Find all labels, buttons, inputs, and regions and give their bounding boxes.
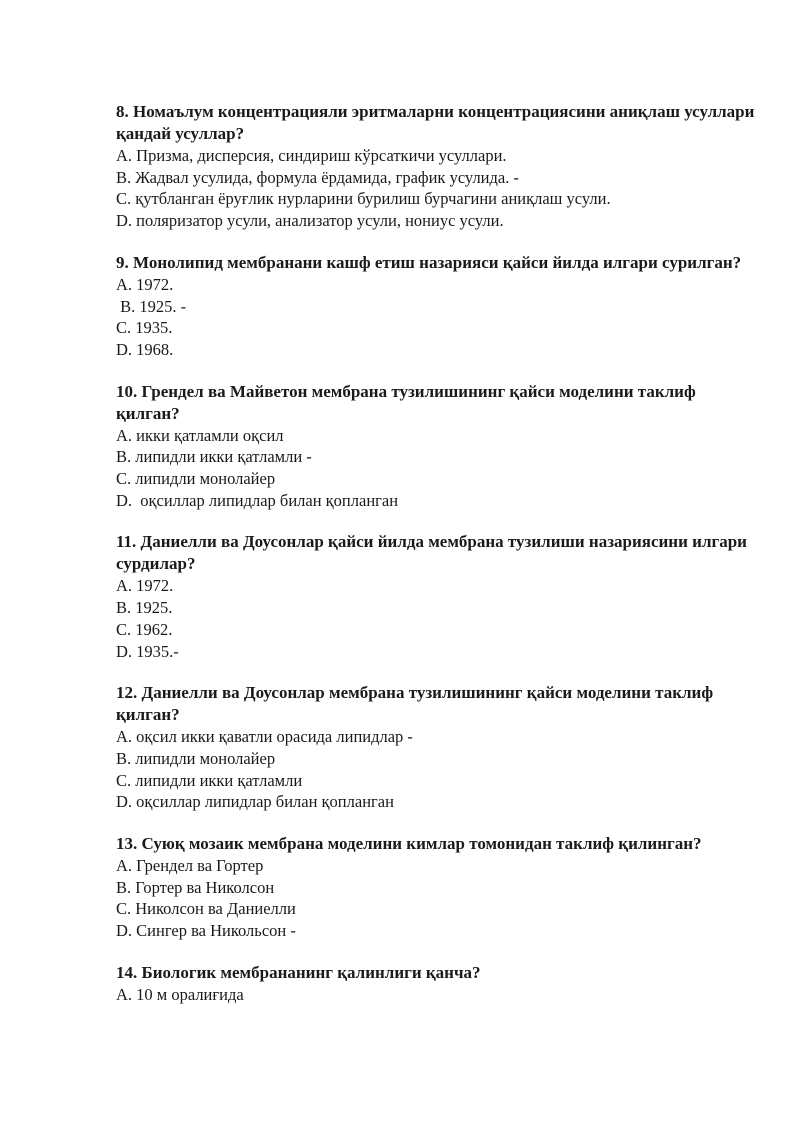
answer-option: D. оқсиллар липидлар билан қопланган [116,792,394,812]
question-8 [116,101,756,232]
answer-option: B. 1925. [116,598,173,618]
question-title: 14. Биологик мембрананинг қалинлиги қанча? [116,962,481,982]
answer-option: B. липидли икки қатламли - [116,447,312,467]
answer-option: C. липидли монолайер [116,469,276,489]
question-12 [116,682,756,813]
answer-option: C. 1962. [116,619,173,639]
question-title: 13. Суюқ мозаик мембрана моделини кимлар томонидан таклиф қилинган? [116,834,702,854]
answer-option: B. липидли монолайер [116,748,276,768]
question-title: 9. Монолипид мембранани кашф етиш назарияси қайси йилда илгари сурилган? [116,252,742,272]
question-11 [116,531,756,662]
answer-option: B. 1925. - [116,296,187,316]
answer-option: D. оқсиллар липидлар билан қопланган [116,490,399,510]
answer-option: A. икки қатламли оқсил [116,425,284,445]
question-14 [116,962,756,1006]
answer-option: D. поляризатор усули, анализатор усули, нониус усули. [116,211,504,231]
answer-option: B. Жадвал усулида, формула ёрдамида, график усулида. - [116,167,519,187]
question-9 [116,252,756,361]
question-title: 8. Номаълум концентрацияли эритмаларни концентрациясини аниқлаш усуллари қандай усуллар? [116,102,755,143]
document-page [116,101,756,1026]
answer-option: A. 1972. [116,274,174,294]
answer-option: C. липидли икки қатламли [116,770,303,790]
answer-option: C. 1935. [116,318,173,338]
answer-option: D. 1935.- [116,641,179,661]
answer-option: A. оқсил икки қаватли орасида липидлар - [116,727,413,747]
answer-option: A. 10 м оралиғида [116,984,244,1004]
question-10 [116,381,756,512]
answer-option: A. 1972. [116,576,174,596]
answer-option: D. 1968. [116,339,174,359]
answer-option: D. Сингер ва Никольсон - [116,921,296,941]
question-title: 10. Грендел ва Майветон мембрана тузилишининг қайси моделини таклиф қилган? [116,381,696,423]
answer-option: C. қутбланган ёруғлик нурларини бурилиш бурчагини аниқлаш усули. [116,189,611,209]
answer-option: A. Призма, дисперсия, синдириш кўрсаткичи усуллари. [116,146,507,165]
question-title: 12. Даниелли ва Доусонлар мембрана тузилишининг қайси моделини таклиф қилган? [116,683,714,725]
question-13 [116,833,756,942]
answer-option: B. Гортер ва Николсон [116,877,275,897]
answer-option: C. Николсон ва Даниелли [116,899,296,919]
answer-option: A. Грендел ва Гортер [116,856,264,876]
question-title: 11. Даниелли ва Доусонлар қайси йилда мембрана тузилиши назариясини илгари сурдилар? [116,532,747,574]
